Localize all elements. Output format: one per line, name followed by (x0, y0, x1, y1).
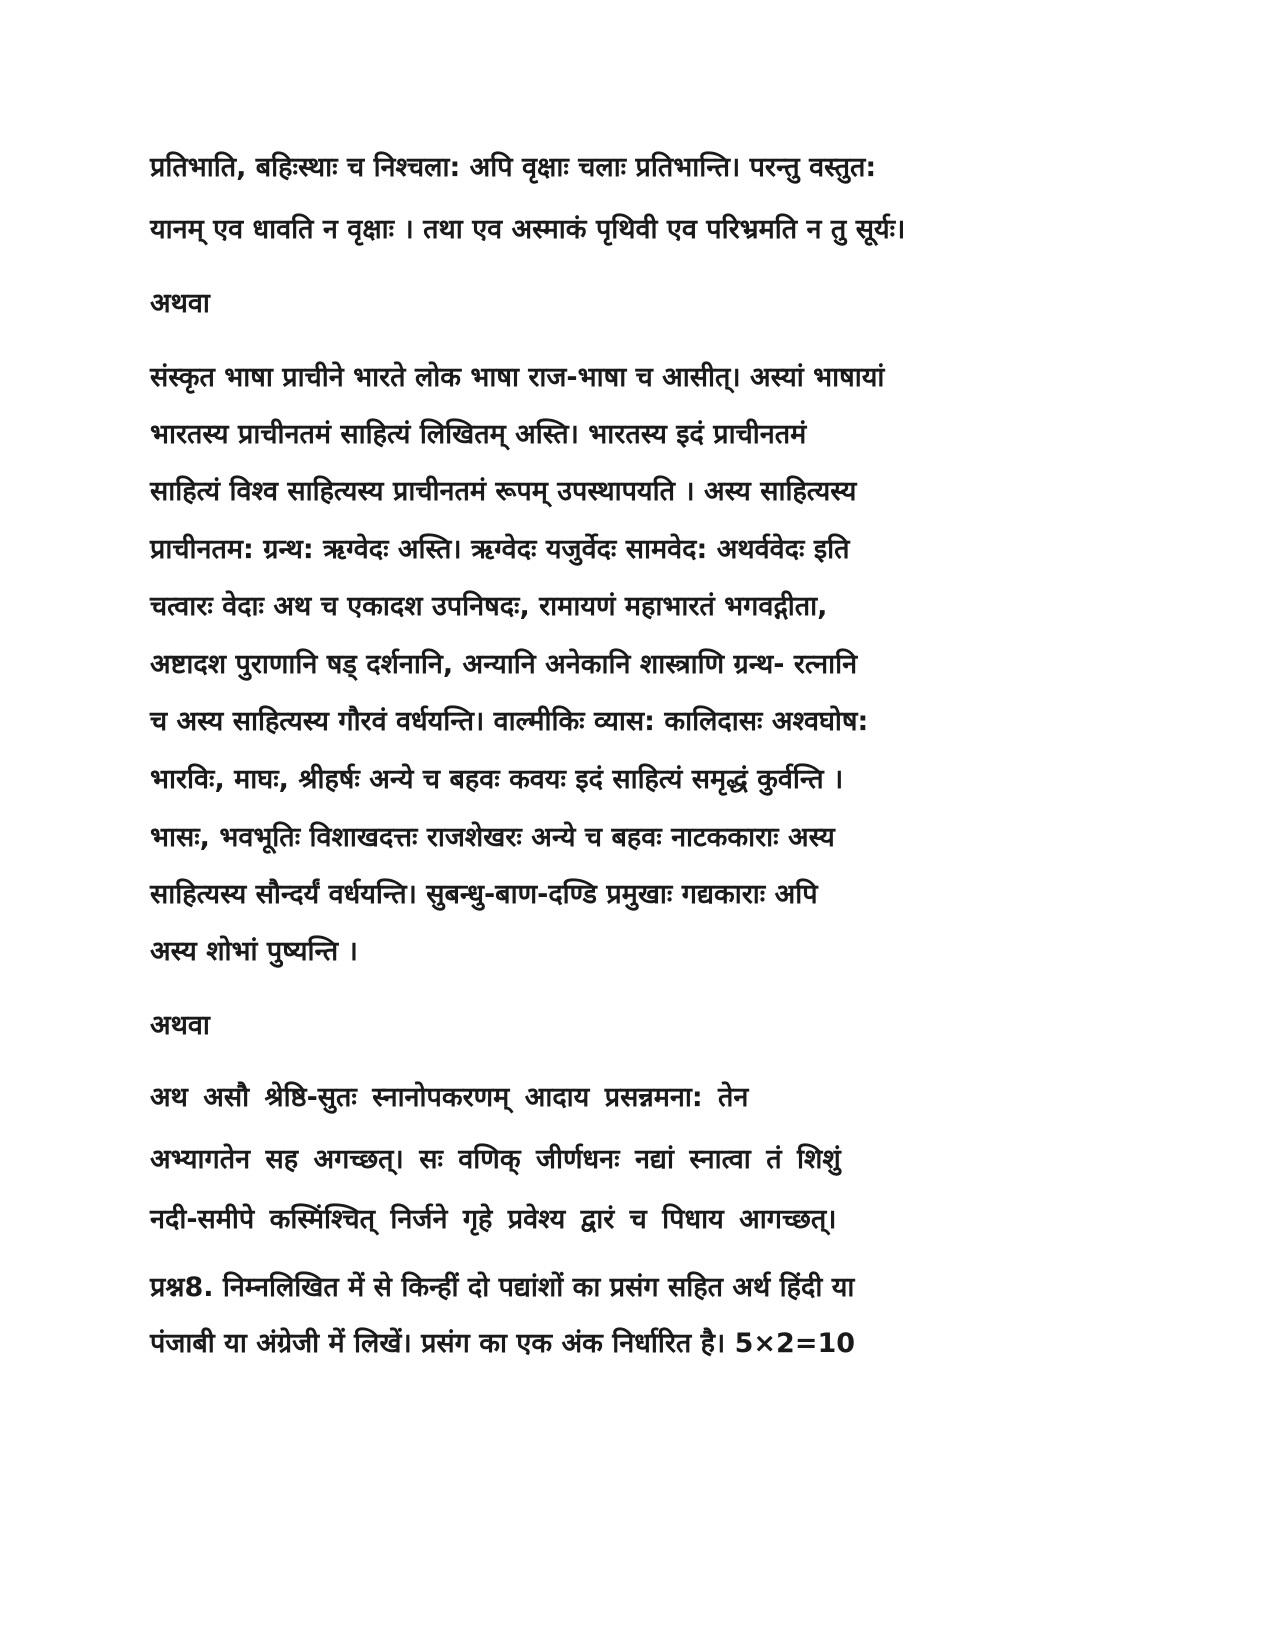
passage-2-line-6: अष्टादश पुराणानि षड् दर्शनानि, अन्यानि अनेकानि शास्त्राणि ग्रन्थ- रत्नानि (150, 649, 858, 680)
passage-2-line-7: च अस्य साहित्यस्य गौरवं वर्धयन्ति। वाल्मीकिः व्यास: कालिदासः अश्वघोष: (150, 706, 869, 737)
or-heading-2: अथवा (150, 1010, 210, 1041)
passage-2-line-8: भारविः, माघः, श्रीहर्षः अन्ये च बहवः कवयः इदं साहित्यं समृद्धं कुर्वन्ति । (150, 764, 844, 795)
passage-3-line-1: अथ असौ श्रेष्ठि-सुतः स्नानोपकरणम् आदाय प्रसन्नमना: तेन (150, 1082, 749, 1113)
passage-2-line-4: प्राचीनतम: ग्रन्थ: ऋग्वेदः अस्ति। ऋग्वेदः यजुर्वेदः सामवेद: अथर्ववेदः इति (150, 534, 850, 565)
passage-3-line-3: नदी-समीपे कस्मिंश्चित् निर्जने गृहे प्रवेश्य द्वारं च पिधाय आगच्छत्। (150, 1204, 837, 1235)
or-heading-1: अथवा (150, 288, 210, 319)
passage-1-line-1: प्रतिभाति, बहिःस्थाः च निश्चला: अपि वृक्षाः चलाः प्रतिभान्ति। परन्तु वस्तुत: (150, 152, 877, 183)
passage-2-line-5: चत्वारः वेदाः अथ च एकादश उपनिषदः, रामायणं महाभारतं भगवद्गीता, (150, 591, 828, 622)
passage-2-line-3: साहित्यं विश्व साहित्यस्य प्राचीनतमं रूपम् उपस्थापयति । अस्य साहित्यस्य (150, 476, 857, 507)
passage-1-line-2: यानम् एव धावति न वृक्षाः । तथा एव अस्माकं पृथिवी एव परिभ्रमति न तु सूर्यः। (150, 214, 906, 245)
question-8-line-1: प्रश्न8. निम्नलिखित में से किन्हीं दो पद्यांशों का प्रसंग सहित अर्थ हिंदी या (150, 1272, 855, 1303)
passage-2-line-2: भारतस्य प्राचीनतमं साहित्यं लिखितम् अस्ति। भारतस्य इदं प्राचीनतमं (150, 419, 807, 450)
passage-2-line-9: भासः, भवभूतिः विशाखदत्तः राजशेखरः अन्ये च बहवः नाटककाराः अस्य (150, 822, 835, 853)
passage-3-line-2: अभ्यागतेन सह अगच्छत्। सः वणिक् जीर्णधनः नद्यां स्नात्वा तं शिशुं (150, 1144, 841, 1175)
question-8-line-2: पंजाबी या अंग्रेजी में लिखें। प्रसंग का एक अंक निर्धारित है। 5×2=10 (150, 1328, 856, 1359)
passage-2-line-11: अस्य शोभां पुष्यन्ति । (150, 936, 358, 967)
passage-2-line-10: साहित्यस्य सौन्दर्यं वर्धयन्ति। सुबन्धु-बाण-दण्डि प्रमुखाः गद्यकाराः अपि (150, 879, 818, 910)
passage-2-line-1: संस्कृत भाषा प्राचीने भारते लोक भाषा राज-भाषा च आसीत्। अस्यां भाषायां (150, 362, 885, 393)
